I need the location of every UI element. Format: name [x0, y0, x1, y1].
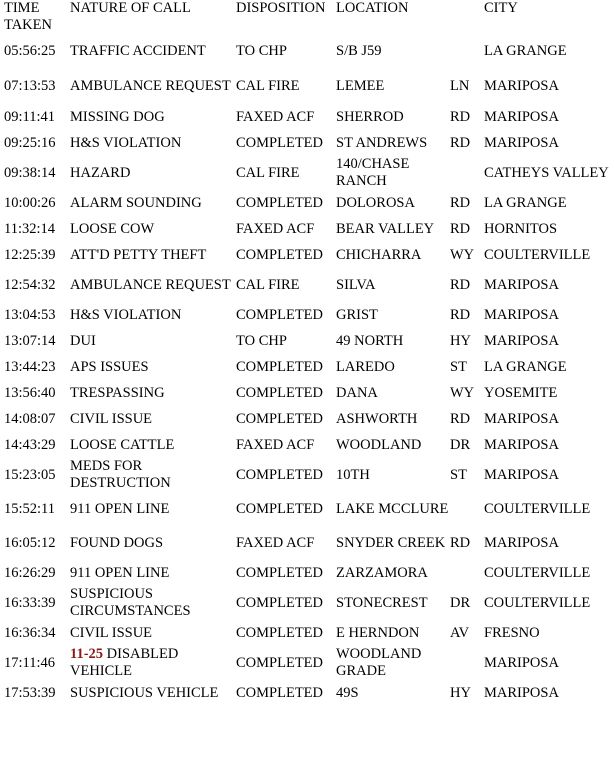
row-city: MARIPOSA	[484, 276, 559, 293]
row-time: 15:23:05	[4, 466, 56, 483]
row-street-suffix: RD	[450, 410, 471, 427]
row-city: CATHEYS VALLEY	[484, 164, 609, 181]
row-nature	[66, 406, 236, 432]
row-nature-text: LOOSE CATTLE	[70, 436, 175, 453]
row-nature	[66, 458, 236, 492]
row-time: 13:44:23	[4, 358, 56, 375]
row-time: 05:56:25	[4, 42, 56, 59]
row-location: SNYDER CREEK	[336, 534, 446, 551]
table-row	[0, 620, 614, 646]
row-nature	[66, 156, 236, 190]
row-city: MARIPOSA	[484, 306, 559, 323]
row-city: YOSEMITE	[484, 384, 558, 401]
table-row	[0, 130, 614, 156]
row-disposition: COMPLETED	[236, 134, 323, 151]
row-disposition: TO CHP	[236, 42, 287, 59]
row-nature	[66, 432, 236, 458]
row-nature-text: ALARM SOUNDING	[70, 194, 202, 211]
row-disposition: CAL FIRE	[236, 164, 300, 181]
row-location: CHICHARRA	[336, 246, 422, 263]
row-city: MARIPOSA	[484, 534, 559, 551]
row-time: 16:05:12	[4, 534, 56, 551]
row-nature-text: TRESPASSING	[70, 384, 165, 401]
row-disposition: COMPLETED	[236, 684, 323, 701]
row-disposition: COMPLETED	[236, 466, 323, 483]
row-street-suffix: RD	[450, 306, 471, 323]
row-nature	[66, 380, 236, 406]
table-row	[0, 586, 614, 620]
row-disposition: CAL FIRE	[236, 77, 300, 94]
row-city: COULTERVILLE	[484, 564, 591, 581]
row-city: MARIPOSA	[484, 332, 559, 349]
row-time: 10:00:26	[4, 194, 56, 211]
row-nature-text: DUI	[70, 332, 96, 349]
row-street-suffix: DR	[450, 436, 471, 453]
row-location: LAKE MCCLURE	[336, 500, 449, 517]
row-city: LA GRANGE	[484, 358, 567, 375]
row-time: 09:38:14	[4, 164, 56, 181]
table-row	[0, 492, 614, 526]
row-street-suffix	[450, 492, 484, 526]
row-street-suffix: ST	[450, 358, 467, 375]
row-nature	[66, 302, 236, 328]
row-disposition: COMPLETED	[236, 654, 323, 671]
table-row	[0, 680, 614, 706]
header-location: LOCATION	[336, 0, 409, 16]
row-time: 16:26:29	[4, 564, 56, 581]
row-city: MARIPOSA	[484, 466, 559, 483]
row-street-suffix: RD	[450, 134, 471, 151]
row-disposition: FAXED ACF	[236, 108, 315, 125]
table-row	[0, 354, 614, 380]
row-nature-text: H&S VIOLATION	[70, 134, 182, 151]
row-city: LA GRANGE	[484, 42, 567, 59]
row-nature-text: CIVIL ISSUE	[70, 410, 153, 427]
table-row	[0, 216, 614, 242]
row-time: 11:32:14	[4, 220, 56, 237]
header-row	[0, 0, 614, 34]
row-time: 14:43:29	[4, 436, 56, 453]
row-disposition: FAXED ACF	[236, 534, 315, 551]
row-location: 10TH	[336, 466, 370, 483]
row-time: 13:56:40	[4, 384, 56, 401]
row-street-suffix: LN	[450, 77, 470, 94]
row-disposition: COMPLETED	[236, 594, 323, 611]
row-location: E HERNDON	[336, 624, 420, 641]
row-city: MARIPOSA	[484, 134, 559, 151]
row-disposition: COMPLETED	[236, 624, 323, 641]
row-city: COULTERVILLE	[484, 246, 591, 263]
row-location: WOODLAND	[336, 436, 422, 453]
table-row	[0, 242, 614, 268]
row-disposition: COMPLETED	[236, 500, 323, 517]
call-log-body	[0, 34, 614, 706]
row-nature-text: AMBULANCE REQUEST	[70, 276, 231, 293]
row-location: S/B J59	[336, 42, 382, 59]
row-city: MARIPOSA	[484, 108, 559, 125]
row-street-suffix: WY	[450, 246, 475, 263]
row-disposition: COMPLETED	[236, 384, 323, 401]
row-nature	[66, 34, 236, 68]
row-nature	[66, 620, 236, 646]
row-time: 16:36:34	[4, 624, 56, 641]
header-city: CITY	[484, 0, 518, 16]
row-nature-text: CIVIL ISSUE	[70, 624, 153, 641]
row-nature	[66, 268, 236, 302]
row-nature	[66, 492, 236, 526]
row-time: 15:52:11	[4, 500, 56, 517]
row-nature-text: FOUND DOGS	[70, 534, 164, 551]
row-city: MARIPOSA	[484, 77, 559, 94]
row-time: 16:33:39	[4, 594, 56, 611]
row-location: 49 NORTH	[336, 332, 404, 349]
row-time: 13:07:14	[4, 332, 56, 349]
row-nature-text: MEDS FOR DESTRUCTION	[70, 458, 171, 491]
row-disposition: COMPLETED	[236, 246, 323, 263]
header-time: TIME TAKEN	[4, 0, 52, 33]
row-nature	[66, 216, 236, 242]
row-street-suffix: RD	[450, 276, 471, 293]
row-street-suffix: RD	[450, 108, 471, 125]
row-location: ST ANDREWS	[336, 134, 428, 151]
row-location: STONECREST	[336, 594, 428, 611]
table-row	[0, 328, 614, 354]
row-nature-text: SUSPICIOUS VEHICLE	[70, 684, 219, 701]
table-row	[0, 406, 614, 432]
row-time: 13:04:53	[4, 306, 56, 323]
row-time: 09:25:16	[4, 134, 56, 151]
row-code: 11-25	[70, 646, 104, 662]
header-nature: NATURE OF CALL	[70, 0, 191, 16]
row-street-suffix: HY	[450, 684, 471, 701]
table-row	[0, 560, 614, 586]
row-location: SHERROD	[336, 108, 404, 125]
row-location: DANA	[336, 384, 378, 401]
row-nature	[66, 242, 236, 268]
row-location: 140/CHASE RANCH	[336, 156, 410, 189]
table-row	[0, 104, 614, 130]
row-city: HORNITOS	[484, 220, 558, 237]
row-time: 12:25:39	[4, 246, 56, 263]
header-suffix	[450, 0, 484, 34]
row-nature-text: ATT'D PETTY THEFT	[70, 246, 207, 263]
row-disposition: COMPLETED	[236, 358, 323, 375]
row-location: 49S	[336, 684, 359, 701]
row-nature	[66, 586, 236, 620]
row-disposition: TO CHP	[236, 332, 287, 349]
table-row	[0, 68, 614, 104]
row-time: 09:11:41	[4, 108, 56, 125]
row-time: 17:11:46	[4, 654, 56, 671]
row-city: MARIPOSA	[484, 410, 559, 427]
row-nature	[66, 328, 236, 354]
row-street-suffix	[450, 156, 484, 190]
row-city: MARIPOSA	[484, 684, 559, 701]
row-city: MARIPOSA	[484, 654, 559, 671]
row-disposition: COMPLETED	[236, 306, 323, 323]
row-time: 14:08:07	[4, 410, 56, 427]
row-nature	[66, 190, 236, 216]
row-city: COULTERVILLE	[484, 500, 591, 517]
row-location: WOODLAND GRADE	[336, 646, 422, 679]
row-nature	[66, 646, 236, 680]
table-row	[0, 380, 614, 406]
table-row	[0, 302, 614, 328]
row-location: SILVA	[336, 276, 376, 293]
row-street-suffix	[450, 34, 484, 68]
row-nature	[66, 130, 236, 156]
row-location: LEMEE	[336, 77, 385, 94]
row-disposition: FAXED ACF	[236, 220, 315, 237]
table-row	[0, 156, 614, 190]
row-nature-text: TRAFFIC ACCIDENT	[70, 42, 206, 59]
header-disposition: DISPOSITION	[236, 0, 326, 16]
row-disposition: CAL FIRE	[236, 276, 300, 293]
row-city: FRESNO	[484, 624, 540, 641]
row-location: BEAR VALLEY	[336, 220, 435, 237]
row-nature-text: LOOSE COW	[70, 220, 155, 237]
row-nature-text: DISABLED VEHICLE	[70, 646, 179, 679]
row-city: COULTERVILLE	[484, 594, 591, 611]
row-nature-text: 911 OPEN LINE	[70, 564, 170, 581]
row-nature	[66, 68, 236, 104]
row-nature-text: HAZARD	[70, 164, 131, 181]
row-disposition: COMPLETED	[236, 194, 323, 211]
row-street-suffix: WY	[450, 384, 475, 401]
table-row	[0, 34, 614, 68]
row-location: GRIST	[336, 306, 378, 323]
row-nature	[66, 354, 236, 380]
row-nature-text: APS ISSUES	[70, 358, 149, 375]
row-location: ASHWORTH	[336, 410, 418, 427]
row-street-suffix	[450, 646, 484, 680]
row-city: MARIPOSA	[484, 436, 559, 453]
row-nature	[66, 104, 236, 130]
row-street-suffix: RD	[450, 534, 471, 551]
row-street-suffix: RD	[450, 220, 471, 237]
row-street-suffix: AV	[450, 624, 470, 641]
row-time: 07:13:53	[4, 77, 56, 94]
row-nature-text: H&S VIOLATION	[70, 306, 182, 323]
row-street-suffix: DR	[450, 594, 471, 611]
row-nature-text: SUSPICIOUS CIRCUMSTANCES	[70, 586, 191, 619]
row-street-suffix: ST	[450, 466, 467, 483]
row-nature-text: MISSING DOG	[70, 108, 165, 125]
row-nature-text: AMBULANCE REQUEST	[70, 77, 231, 94]
row-street-suffix: RD	[450, 194, 471, 211]
row-location: ZARZAMORA	[336, 564, 428, 581]
row-disposition: FAXED ACF	[236, 436, 315, 453]
row-nature	[66, 680, 236, 706]
table-row	[0, 190, 614, 216]
row-location: DOLOROSA	[336, 194, 415, 211]
row-time: 12:54:32	[4, 276, 56, 293]
row-time: 17:53:39	[4, 684, 56, 701]
row-street-suffix: HY	[450, 332, 471, 349]
row-city: LA GRANGE	[484, 194, 567, 211]
row-disposition: COMPLETED	[236, 564, 323, 581]
row-street-suffix	[450, 560, 484, 586]
table-row	[0, 646, 614, 680]
table-row	[0, 458, 614, 492]
table-row	[0, 268, 614, 302]
table-row	[0, 526, 614, 560]
row-location: LAREDO	[336, 358, 395, 375]
row-nature	[66, 526, 236, 560]
row-disposition: COMPLETED	[236, 410, 323, 427]
row-nature	[66, 560, 236, 586]
table-row	[0, 432, 614, 458]
row-nature-text: 911 OPEN LINE	[70, 500, 170, 517]
